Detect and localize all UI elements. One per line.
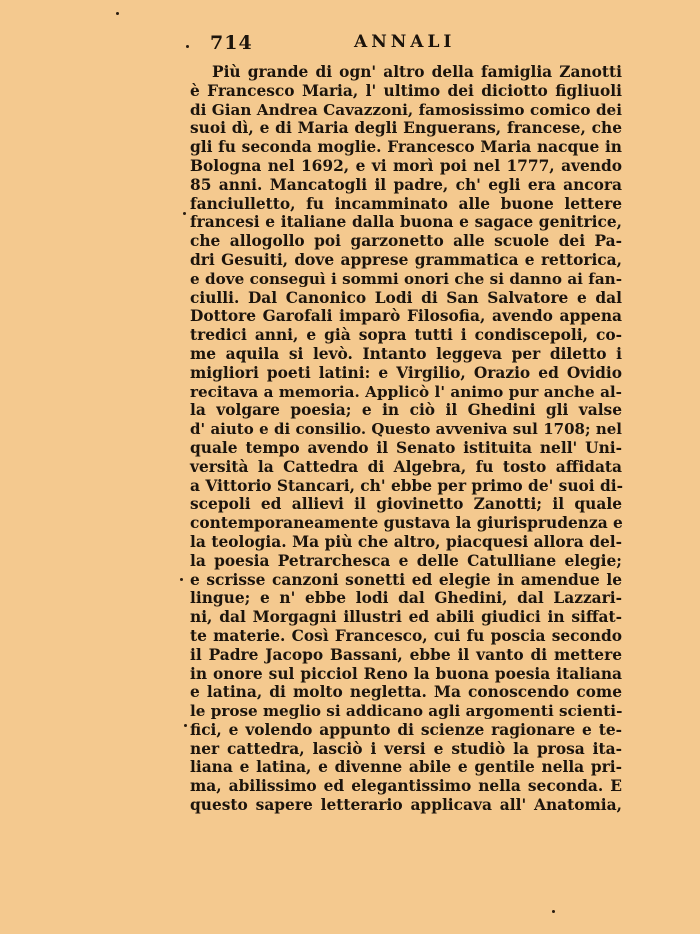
text-line: me aquila si levò. Intanto leggeva per diletto i: [190, 344, 622, 363]
text-line: fici, e volendo appunto di scienze ragionare e te-: [190, 720, 622, 739]
text-line: lingue; e n' ebbe lodi dal Ghedini, dal Lazzari-: [190, 589, 622, 608]
text-line: ciulli. Dal Canonico Lodi di San Salvatore e dal: [190, 288, 622, 307]
text-line: Dottore Garofali imparò Filosofia, avendo appena: [190, 307, 622, 326]
text-line: la poesia Petrarchesca e delle Catulliane elegie;: [190, 551, 622, 570]
text-line: scepoli ed allievi il giovinetto Zanotti; il quale: [190, 495, 622, 514]
text-line: che allogollo poi garzonetto alle scuole dei Pa-: [190, 232, 622, 251]
text-line: e latina, di molto negletta. Ma conoscendo come: [190, 683, 622, 702]
text-line: e dove conseguì i sommi onori che si danno ai fan-: [190, 269, 622, 288]
text-line: la volgare poesia; e in ciò il Ghedini gli valse: [190, 401, 622, 420]
text-line: le prose meglio si addicano agli argomenti scienti-: [190, 702, 623, 721]
text-line: liana e latina, e divenne abile e gentile nella pri-: [190, 758, 622, 777]
text-line: di Gian Andrea Cavazzoni, famosissimo comico dei: [190, 100, 622, 119]
print-speck: [186, 45, 189, 48]
text-line: suoi dì, e di Maria degli Enguerans, francese, che: [190, 119, 622, 138]
text-line: tredici anni, e già sopra tutti i condiscepoli, co-: [190, 326, 622, 345]
print-speck: [183, 212, 186, 215]
print-speck: [184, 724, 187, 727]
body-text: [190, 63, 622, 815]
text-line: versità la Cattedra di Algebra, fu tosto affidata: [190, 457, 622, 476]
text-line: la teologia. Ma più che altro, piacquesi allora del-: [190, 532, 622, 551]
text-line: ner cattedra, lasciò i versi e studiò la prosa ita-: [190, 739, 622, 758]
print-speck: [116, 12, 119, 15]
text-line: e scrisse canzoni sonetti ed elegie in amendue le: [190, 570, 622, 589]
print-speck: [180, 578, 183, 581]
page-number: 714: [210, 32, 253, 54]
text-line: a Vittorio Stancari, ch' ebbe per primo de' suoi di-: [190, 476, 623, 495]
text-line: ma, abilissimo ed elegantissimo nella seconda. E: [190, 777, 622, 796]
running-head: ANNALI: [354, 32, 456, 52]
text-line: te materie. Così Francesco, cui fu poscia secondo: [190, 626, 622, 645]
text-line: il Padre Jacopo Bassani, ebbe il vanto di mettere: [190, 645, 622, 664]
text-line: 85 anni. Mancatogli il padre, ch' egli era ancora: [190, 175, 622, 194]
text-line: dri Gesuiti, dove apprese grammatica e rettorica,: [190, 250, 622, 269]
text-line: quale tempo avendo il Senato istituita nell' Uni-: [190, 438, 622, 457]
text-line: questo sapere letterario applicava all' Anatomia,: [190, 796, 622, 815]
text-line: ni, dal Morgagni illustri ed abili giudici in siffat-: [190, 608, 622, 627]
print-speck: [552, 910, 555, 913]
text-line: contemporaneamente gustava la giurisprudenza e: [190, 514, 623, 533]
text-line: è Francesco Maria, l' ultimo dei diciotto figliuoli: [190, 81, 622, 100]
page-header: [196, 32, 622, 54]
text-line: recitava a memoria. Applicò l' animo pur anche al-: [190, 382, 622, 401]
text-line: Bologna nel 1692, e vi morì poi nel 1777, avendo: [190, 156, 622, 175]
text-line: francesi e italiane dalla buona e sagace genitrice,: [190, 213, 622, 232]
text-line: d' aiuto e di consilio. Questo avveniva sul 1708; nel: [190, 420, 622, 439]
text-line: Più grande di ogn' altro della famiglia Zanotti: [212, 63, 622, 81]
text-line: in onore sul picciol Reno la buona poesia italiana: [190, 664, 622, 683]
text-line: gli fu seconda moglie. Francesco Maria nacque in: [190, 138, 622, 157]
text-line: fanciulletto, fu incamminato alle buone lettere: [190, 194, 622, 213]
text-line: migliori poeti latini: e Virgilio, Orazio ed Ovidio: [190, 363, 622, 382]
